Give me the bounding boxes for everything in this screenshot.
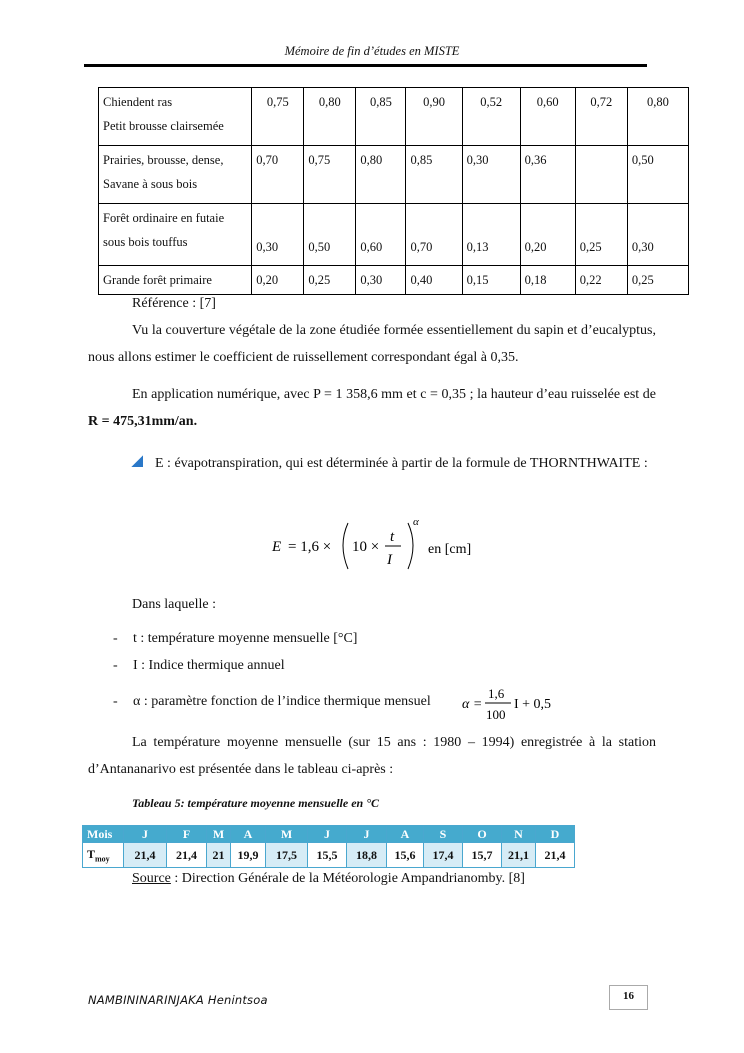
header-cell: M [207,826,231,843]
cell: 0,15 [462,266,520,295]
cell: 17,4 [424,843,463,868]
cell: 0,80 [304,88,356,146]
cell: 21,4 [536,843,575,868]
temperature-table [82,825,575,868]
formula-den: I [387,552,392,568]
cell [575,146,627,204]
cell: 21,4 [167,843,207,868]
cell: 21 [207,843,231,868]
list-item: - I : Indice thermique annuel [113,658,285,673]
cell: 0,30 [462,146,520,204]
right-paren [408,523,413,569]
header-cell: A [387,826,424,843]
cell: 0,52 [462,88,520,146]
cell: 0,75 [252,88,304,146]
table5-source: Source : Direction Générale de la Météorologie Ampandrianomby. [8] [132,871,525,886]
footer-author: NAMBININARINJAKA Henintsoa [88,993,268,1007]
paragraph-temperature: La température moyenne mensuelle (sur 15 ans : 1980 – 1994) enregistrée à la station d’Antananarivo est présentée dans le tableau ci-après : [88,735,656,777]
formula-factor: 10 × [352,539,380,555]
header-cell: M [266,826,308,843]
alpha-num: 1,6 [488,686,505,701]
formula-lhs: E [272,539,282,555]
alpha-lhs: α = [462,697,483,712]
cell: 0,70 [406,204,462,266]
row-label: $T_{moy}$ [83,843,124,868]
formula-unit: en [cm] [428,542,472,557]
cell: 0,36 [520,146,575,204]
cell: 0,25 [304,266,356,295]
cell: 0,50 [627,146,688,204]
cell: 0,72 [575,88,627,146]
list-item: - α : paramètre fonction de l’indice thermique mensuel [113,694,431,709]
row-label: Prairies, brousse, dense, Savane à sous bois [99,146,252,204]
cell: 0,30 [627,204,688,266]
header-cell: A [231,826,266,843]
reference: Référence : [7] [132,296,216,311]
table-row [99,204,689,266]
formula-exp: α [413,516,419,528]
header-cell: J [347,826,387,843]
header-cell: O [463,826,502,843]
paragraph-vegetation: Vu la couverture végétale de la zone étudiée formée essentiellement du sapin et d’eucalyptus, nous allons estimer le coefficient de ruissellement correspondant égal à 0,35. [88,323,656,365]
cell: 0,22 [575,266,627,295]
header-cell: J [308,826,347,843]
cell: 0,18 [520,266,575,295]
cell: 17,5 [266,843,308,868]
cell: 0,20 [520,204,575,266]
page-header: Mémoire de fin d’études en MISTE [284,44,460,58]
runoff-coefficient-table [98,87,689,295]
cell: 0,70 [252,146,304,204]
header-cell: J [124,826,167,843]
table-header-row [83,826,575,843]
cell: 0,13 [462,204,520,266]
row-label: Grande forêt primaire [99,266,252,295]
bullet-icon: ◢ [132,454,143,469]
cell: 0,85 [356,88,406,146]
cell: 0,20 [252,266,304,295]
cell: 15,5 [308,843,347,868]
table-row [99,88,689,146]
cell: 0,75 [304,146,356,204]
cell: 21,4 [124,843,167,868]
runoff-result: R = 475,31mm/an. [88,414,198,429]
thornthwaite-formula [270,515,490,575]
paragraph-numeric: En application numérique, avec P = 1 358,6 mm et c = 0,35 ; la hauteur d’eau ruisselée est de R = 475,31mm/an. [88,387,656,429]
row-label: Chiendent ras Petit brousse clairsemée [99,88,252,146]
cell: 0,50 [304,204,356,266]
cell: 0,60 [356,204,406,266]
alpha-formula [460,684,570,724]
header-cell: F [167,826,207,843]
bullet-evapotranspiration: E : évapotranspiration, qui est déterminée à partir de la formule de THORNTHWAITE : [155,456,648,471]
header-cell: Mois [83,826,124,843]
table5-caption: Tableau 5: température moyenne mensuelle en °C [132,796,380,810]
cell: 18,8 [347,843,387,868]
list-item: - t : température moyenne mensuelle [°C] [113,631,358,646]
cell: 0,80 [356,146,406,204]
header-cell: N [502,826,536,843]
cell: 0,90 [406,88,462,146]
cell: 15,7 [463,843,502,868]
header-cell: D [536,826,575,843]
table-row [83,843,575,868]
cell: 0,80 [627,88,688,146]
alpha-rest: I + 0,5 [514,697,552,712]
formula-coef: = 1,6 × [288,539,332,555]
cell: 15,6 [387,843,424,868]
cell: 21,1 [502,843,536,868]
cell: 0,85 [406,146,462,204]
page-number: 16 [609,985,648,1010]
table-row [99,146,689,204]
cell: 0,60 [520,88,575,146]
cell: 19,9 [231,843,266,868]
cell: 0,30 [356,266,406,295]
formula-num: t [390,529,395,545]
dans-laquelle: Dans laquelle : [132,597,216,612]
header-rule [84,64,647,67]
cell: 0,40 [406,266,462,295]
alpha-den: 100 [486,707,506,722]
cell: 0,25 [575,204,627,266]
cell: 0,25 [627,266,688,295]
left-paren [343,523,348,569]
header-cell: S [424,826,463,843]
cell: 0,30 [252,204,304,266]
row-label: Forêt ordinaire en futaie sous bois touffus [99,204,252,266]
